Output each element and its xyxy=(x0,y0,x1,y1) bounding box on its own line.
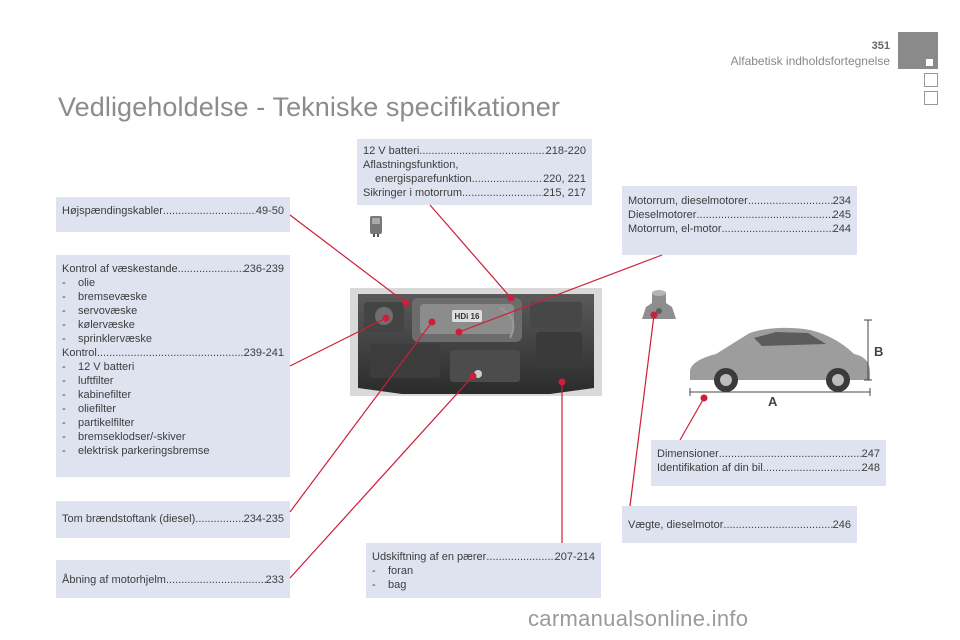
dot-leader xyxy=(166,573,266,587)
entry-label: Aflastningsfunktion, xyxy=(363,159,459,171)
entry-label: Højspændingskabler xyxy=(62,205,163,217)
entry-page: 220, 221 xyxy=(543,173,586,185)
entry-page: 248 xyxy=(861,462,880,474)
dot-leader xyxy=(486,550,554,564)
index-entry[interactable] xyxy=(372,550,595,564)
index-entry[interactable] xyxy=(363,172,586,186)
entry-page: 239-241 xyxy=(243,347,284,359)
dot-leader xyxy=(763,461,862,475)
entry-label: 12 V batteri xyxy=(363,145,420,157)
list-item[interactable]: - bremsevæske xyxy=(62,291,148,303)
index-entry[interactable] xyxy=(363,144,586,158)
dot-leader xyxy=(419,144,545,158)
box-motorrum xyxy=(622,186,857,255)
item-text: luftfilter xyxy=(78,375,114,387)
index-entry[interactable] xyxy=(62,512,284,526)
item-text: oliefilter xyxy=(78,403,116,415)
index-entry[interactable] xyxy=(62,573,284,587)
item-text: kølervæske xyxy=(78,319,135,331)
box-kontrol xyxy=(56,255,290,477)
entry-page: 215, 217 xyxy=(543,187,586,199)
index-entry[interactable] xyxy=(628,194,851,208)
dot-leader xyxy=(719,447,862,461)
entry-page: 207-214 xyxy=(554,551,595,563)
entry-label: Dimensioner xyxy=(657,448,719,460)
entry-page: 233 xyxy=(265,574,284,586)
section-label: Alfabetisk indholdsfortegnelse xyxy=(730,54,890,68)
list-item[interactable]: - kabinefilter xyxy=(62,389,132,401)
item-text: partikelfilter xyxy=(78,417,135,429)
dot-leader xyxy=(195,512,243,526)
box-udskiftning xyxy=(366,543,601,598)
index-entry[interactable] xyxy=(628,222,851,236)
entry-label: Tom brændstoftank (diesel) xyxy=(62,513,196,525)
index-entry[interactable] xyxy=(628,518,851,532)
car-dimensions-illustration xyxy=(676,302,886,414)
fuse-connector-icon xyxy=(368,214,384,238)
entry-label: Vægte, dieselmotor xyxy=(628,519,724,531)
box-vaegte xyxy=(622,506,857,543)
page-number: 351 xyxy=(871,40,890,52)
index-entry-heading[interactable] xyxy=(363,158,586,172)
entry-page: 246 xyxy=(832,519,851,531)
entry-label: Dieselmotorer xyxy=(628,209,697,221)
list-item[interactable]: - bremseklodser/-skiver xyxy=(62,431,186,443)
list-item[interactable]: - partikelfilter xyxy=(62,417,135,429)
box-batteri xyxy=(357,139,592,205)
item-text: bremseklodser/-skiver xyxy=(78,431,186,443)
item-text: kabinefilter xyxy=(78,389,132,401)
entry-label: Udskiftning af en pærer xyxy=(372,551,487,563)
leader-line-batteri xyxy=(430,205,511,298)
item-text: bremsevæske xyxy=(78,291,148,303)
entry-label: Kontrol xyxy=(62,347,97,359)
list-item[interactable]: - kølervæske xyxy=(62,319,135,331)
item-text: sprinklervæske xyxy=(78,333,152,345)
index-entry[interactable] xyxy=(657,447,880,461)
list-item[interactable]: - elektrisk parkeringsbremse xyxy=(62,445,210,457)
entry-page: 236-239 xyxy=(243,263,284,275)
item-text: elektrisk parkeringsbremse xyxy=(78,445,210,457)
entry-page: 245 xyxy=(832,209,851,221)
item-text: servovæske xyxy=(78,305,138,317)
list-item[interactable]: - sprinklervæske xyxy=(62,333,152,345)
dot-leader xyxy=(696,208,832,222)
entry-page: 234-235 xyxy=(243,513,284,525)
section-tab-marker xyxy=(926,59,933,66)
list-item[interactable]: - oliefilter xyxy=(62,403,116,415)
entry-page: 247 xyxy=(861,448,880,460)
list-item[interactable]: - olie xyxy=(62,277,96,289)
entry-label: Motorrum, el-motor xyxy=(628,223,722,235)
list-item[interactable]: - servovæske xyxy=(62,305,138,317)
list-item[interactable]: - bag xyxy=(372,579,407,591)
index-entry[interactable] xyxy=(628,208,851,222)
dot-leader xyxy=(723,518,832,532)
dot-leader xyxy=(748,194,833,208)
entry-label: Åbning af motorhjelm xyxy=(62,574,166,586)
item-text: foran xyxy=(388,565,414,577)
watermark: carmanualsonline.info xyxy=(528,606,749,631)
engine-badge: HDi 16 xyxy=(454,312,480,321)
list-item[interactable]: - foran xyxy=(372,565,414,577)
index-entry[interactable] xyxy=(62,346,284,360)
engine-bay-illustration xyxy=(350,288,602,396)
length-label: A xyxy=(768,394,778,409)
item-text: olie xyxy=(78,277,96,289)
height-label: B xyxy=(874,344,884,359)
entry-label: Sikringer i motorrum xyxy=(363,187,463,199)
dot-leader xyxy=(462,186,543,200)
list-item[interactable]: - luftfilter xyxy=(62,375,114,387)
section-tab-empty[interactable] xyxy=(924,91,938,105)
dot-leader xyxy=(163,204,256,218)
item-text: bag xyxy=(388,579,407,591)
dot-leader xyxy=(722,222,833,236)
entry-label: Motorrum, dieselmotorer xyxy=(628,195,748,207)
box-dimensioner xyxy=(651,440,886,486)
entry-label: Kontrol af væskestande xyxy=(62,263,178,275)
entry-page: 49-50 xyxy=(255,205,284,217)
entry-label: Identifikation af din bil xyxy=(657,462,763,474)
page-title: Vedligeholdelse - Tekniske specifikationer xyxy=(58,92,560,122)
box-hoejspaending xyxy=(56,197,290,232)
index-entry[interactable] xyxy=(62,204,284,218)
index-entry[interactable] xyxy=(62,262,284,276)
entry-label: energisparefunktion xyxy=(375,173,472,185)
dot-leader xyxy=(178,262,244,276)
dot-leader xyxy=(97,346,244,360)
item-text: 12 V batteri xyxy=(78,361,135,373)
entry-page: 244 xyxy=(832,223,851,235)
index-entry[interactable] xyxy=(657,461,880,475)
section-tab-empty[interactable] xyxy=(924,73,938,87)
list-item[interactable]: - 12 V batteri xyxy=(62,361,135,373)
index-entry[interactable] xyxy=(363,186,586,200)
entry-page: 218-220 xyxy=(545,145,586,157)
box-tom-braendstoftank xyxy=(56,501,290,538)
box-aabning-motorhjelm xyxy=(56,560,290,598)
dot-leader xyxy=(472,172,544,186)
entry-page: 234 xyxy=(832,195,851,207)
